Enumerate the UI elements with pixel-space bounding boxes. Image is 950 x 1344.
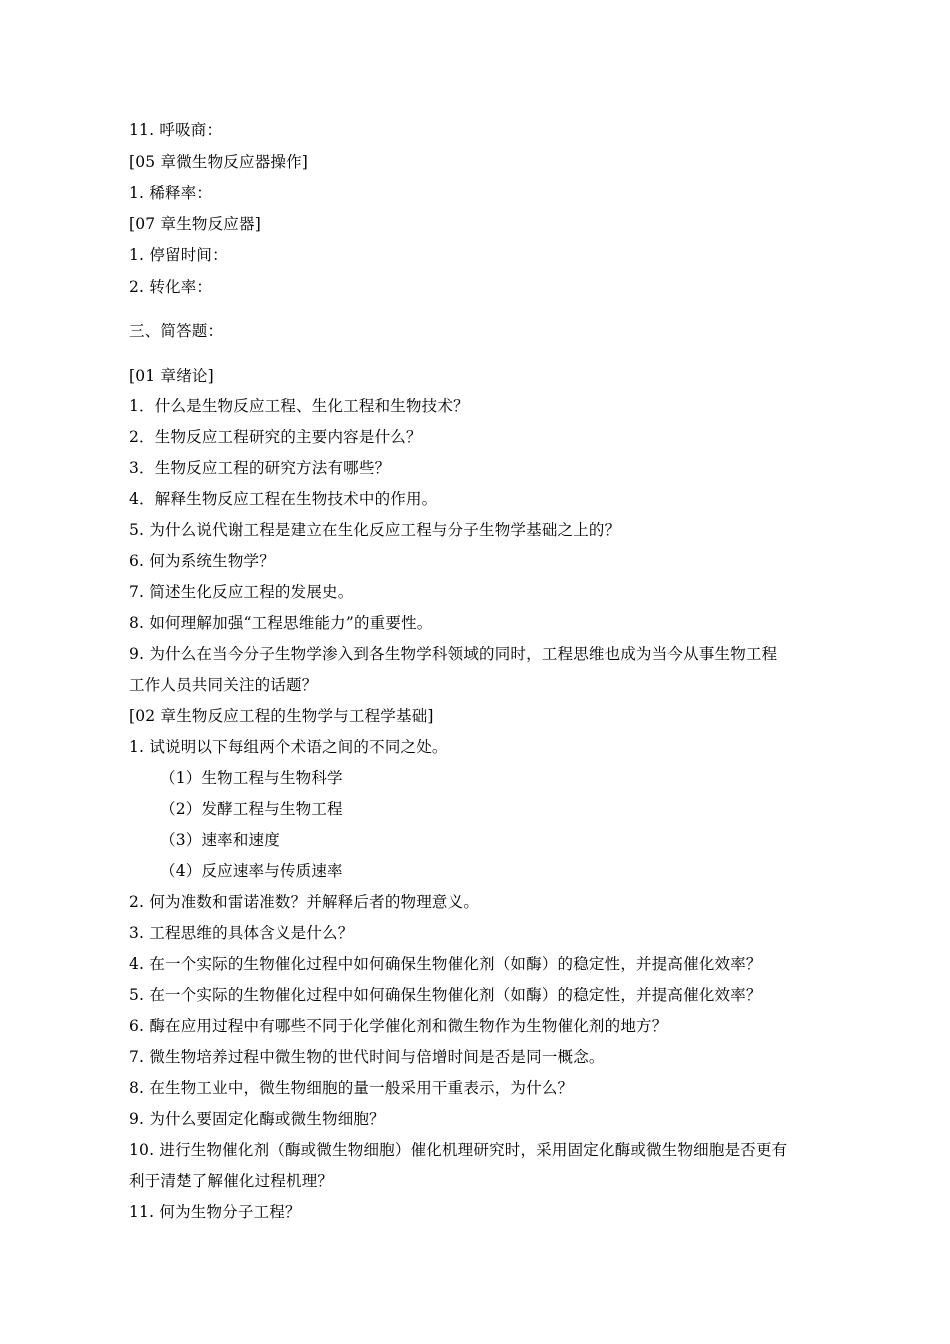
sub-question-item: （3）速率和速度 [160,831,280,849]
question-item: 4. 在一个实际的生物催化过程中如何确保生物催化剂（如酶）的稳定性，并提高催化效率？ [129,955,762,973]
question-item: 1．什么是生物反应工程、生化工程和生物技术？ [129,397,469,415]
question-item: 10. 进行生物催化剂（酶或微生物细胞）催化机理研究时，采用固定化酶或微生物细胞是否更有 [129,1141,788,1159]
section-heading-ch02: [02 章生物反应工程的生物学与工程学基础] [129,707,434,725]
question-item: 6. 何为系统生物学？ [129,552,275,570]
question-item: 9. 为什么在当今分子生物学渗入到各生物学科领域的同时，工程思维也成为当今从事生物工程 [129,645,778,663]
sub-question-item: （1）生物工程与生物科学 [160,769,343,787]
question-item: 1. 试说明以下每组两个术语之间的不同之处。 [129,738,448,756]
question-item: 4．解释生物反应工程在生物技术中的作用。 [129,490,438,508]
question-item: 5. 为什么说代谢工程是建立在生化反应工程与分子生物学基础之上的？ [129,521,621,539]
question-item: 7. 简述生化反应工程的发展史。 [129,583,354,601]
question-item: 9. 为什么要固定化酶或微生物细胞？ [129,1110,385,1128]
question-item: 7. 微生物培养过程中微生物的世代时间与倍增时间是否是同一概念。 [129,1048,605,1066]
term-respiratory-quotient: 11. 呼吸商： [129,121,223,139]
part-heading-short-answer: 三、简答题： [129,322,224,340]
section-heading-ch01: [01 章绪论] [129,367,214,385]
term-conversion-rate: 2. 转化率： [129,278,213,296]
question-item: 3．生物反应工程的研究方法有哪些？ [129,459,391,477]
question-item: 11. 何为生物分子工程？ [129,1203,301,1221]
sub-question-item: （4）反应速率与传质速率 [160,862,343,880]
question-item: 2．生物反应工程研究的主要内容是什么？ [129,428,422,446]
question-item-continuation: 工作人员共同关注的话题？ [129,676,318,694]
question-item: 3. 工程思维的具体含义是什么？ [129,924,354,942]
question-item: 2. 何为准数和雷诺准数？并解释后者的物理意义。 [129,893,480,911]
term-residence-time: 1. 停留时间： [129,246,228,264]
question-item: 8. 如何理解加强“工程思维能力”的重要性。 [129,614,433,632]
section-heading-ch05: [05 章微生物反应器操作] [129,153,309,171]
question-item: 8. 在生物工业中，微生物细胞的量一般采用干重表示，为什么？ [129,1079,574,1097]
sub-question-item: （2）发酵工程与生物工程 [160,800,343,818]
question-item-continuation: 利于清楚了解催化过程机理？ [129,1172,334,1190]
question-item: 6. 酶在应用过程中有哪些不同于化学催化剂和微生物作为生物催化剂的地方？ [129,1017,668,1035]
question-item: 5. 在一个实际的生物催化过程中如何确保生物催化剂（如酶）的稳定性，并提高催化效率？ [129,986,762,1004]
term-dilution-rate: 1. 稀释率： [129,184,213,202]
section-heading-ch07: [07 章生物反应器] [129,215,261,233]
